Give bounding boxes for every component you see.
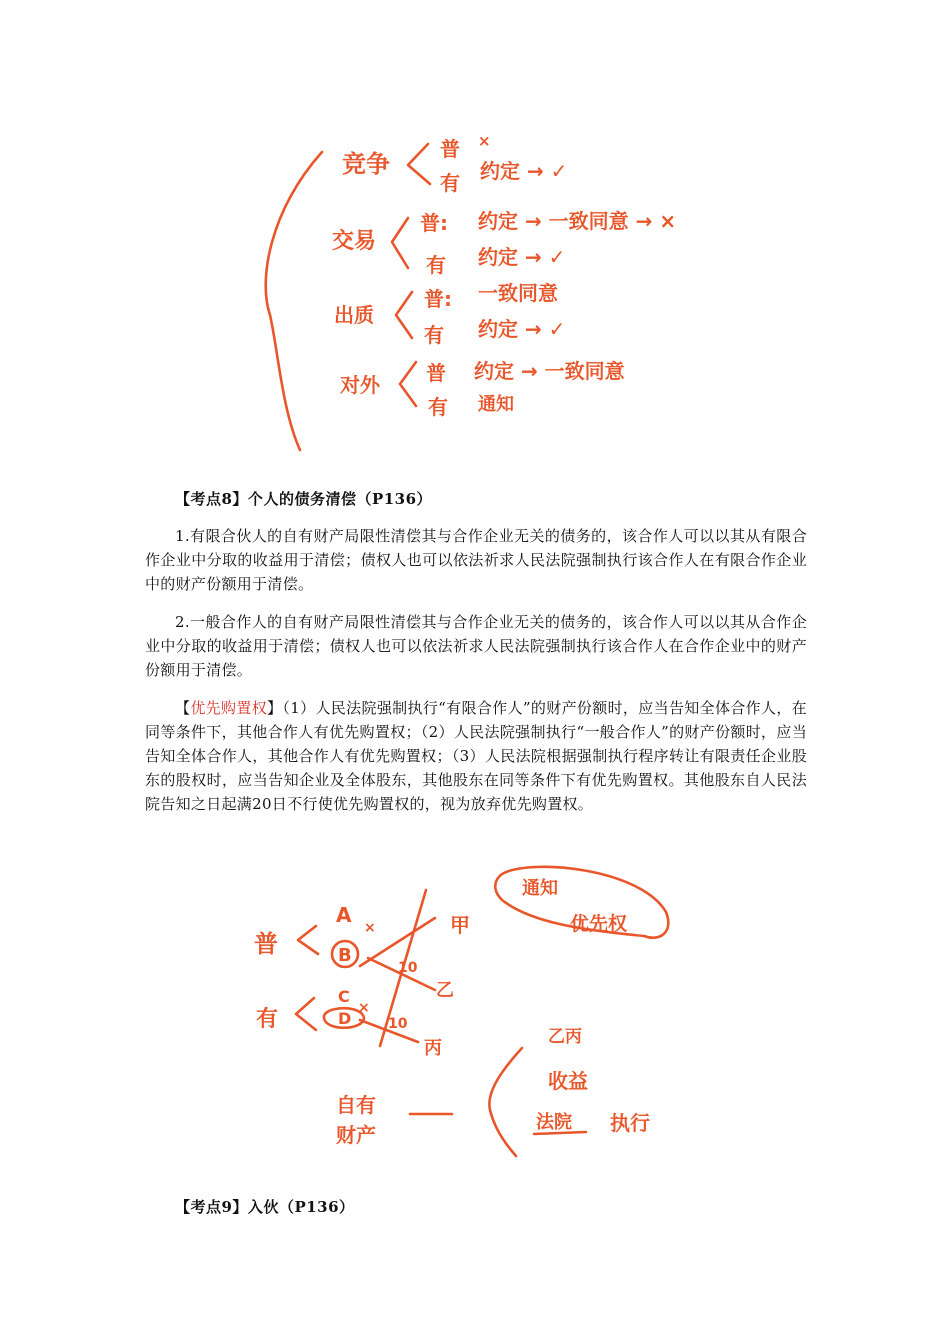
label-chuzhi: 出质 — [334, 303, 374, 327]
cross-2: × — [358, 1000, 370, 1016]
brace-you — [296, 998, 316, 1030]
handwritten-note-bottom — [240, 860, 680, 1165]
note-shouyi: 收益 — [548, 1069, 588, 1093]
pu-row3: 普: — [424, 287, 452, 311]
note-jia: 甲 — [450, 913, 470, 937]
note-tongzhi: 通知 — [522, 878, 558, 899]
note-b: B — [338, 945, 352, 966]
pu-row4: 普 — [426, 361, 446, 385]
you-text-row4: 通知 — [478, 394, 514, 415]
note-n1: 10 — [398, 960, 418, 976]
note-pu: 普 — [254, 930, 278, 958]
priority-purchase-keyword: 优先购置权 — [190, 699, 268, 717]
note-c: C — [338, 987, 350, 1006]
pu-row2: 普: — [420, 211, 448, 235]
pu-text-row3: 一致同意 — [478, 281, 558, 305]
cross-1: × — [364, 920, 376, 936]
section8-heading: 【考点8】个人的债务清偿（P136） — [175, 490, 433, 508]
handwritten-note-top — [240, 110, 720, 460]
you-text-row2: 约定 → ✓ — [478, 245, 566, 269]
bracket-close: 】 — [267, 699, 283, 717]
section8-paragraph-1: 1.有限合伙人的自有财产局限性清偿其与合作企业无关的债务的，该合作人可以以其从有限合作企业中分取的收益用于清偿；债权人也可以依法祈求人民法院强制执行该合作人在有限合作企业中的财产份额用于清偿。 — [145, 527, 807, 593]
note-n2: 10 — [388, 1016, 408, 1032]
note-fayuan: 法院 — [536, 1112, 572, 1133]
brace-row3 — [396, 292, 412, 338]
pu-text-row2: 约定 → 一致同意 → × — [478, 209, 677, 233]
pu-row1: 普 — [440, 137, 460, 161]
label-jiaoyi: 交易 — [332, 229, 377, 254]
pu-text-row4: 约定 → 一致同意 — [474, 359, 625, 383]
priority-purchase-body: （1）人民法院强制执行“有限合作人”的财产份额时，应当告知全体合作人，在同等条件下，其他合作人有优先购置权；（2）人民法院强制执行“一般合作人”的财产份额时，应当告知全体合作人，其他合作人有优先购置权；（3）人民法院根据强制执行程序转让有限责任企业股东的股权时，应当告知企业及全体股东，其他股东在同等条件下有优先购置权。其他股东自人民法院告知之日起满20日不行使优先购置权的，视为放弃优先购置权。 — [145, 699, 807, 813]
you-row3: 有 — [424, 323, 444, 347]
note-self1: 自有 — [336, 1093, 376, 1117]
label-duiwai: 对外 — [340, 373, 380, 397]
you-text-row1: 约定 → ✓ — [480, 159, 568, 183]
note-self2: 财产 — [336, 1123, 376, 1147]
note-zhixing: 执行 — [610, 1111, 650, 1135]
brace-row2 — [392, 218, 408, 268]
bracket-open: 【 — [175, 699, 191, 717]
note-yibing: 乙丙 — [548, 1027, 582, 1047]
you-row4: 有 — [428, 395, 448, 419]
brace-right — [489, 1048, 522, 1156]
note-yi: 乙 — [436, 980, 454, 1001]
you-row2: 有 — [426, 253, 446, 277]
note-a: A — [336, 903, 352, 927]
big-brace — [266, 152, 322, 450]
brace-row1 — [408, 144, 430, 184]
brace-row4 — [400, 362, 416, 406]
section8-paragraph-3 — [145, 696, 807, 816]
note-youxian: 优先权 — [570, 913, 628, 935]
brace-pu — [298, 926, 318, 954]
you-text-row3: 约定 → ✓ — [478, 317, 566, 341]
pu-text-row1: × — [478, 132, 491, 150]
label-jingzheng: 竞争 — [342, 150, 390, 178]
section8-paragraph-2: 2.一般合作人的自有财产局限性清偿其与合作企业无关的债务的，该合作人可以以其从合作企业中分取的收益用于清偿；债权人也可以依法祈求人民法院强制执行该合作人在合作企业中的财产份额用于清偿。 — [145, 613, 807, 679]
section9-heading: 【考点9】入伙（P136） — [175, 1198, 355, 1216]
you-row1: 有 — [440, 171, 460, 195]
note-d: D — [338, 1009, 352, 1028]
note-bing: 丙 — [424, 1038, 442, 1059]
note-you: 有 — [256, 1007, 279, 1032]
